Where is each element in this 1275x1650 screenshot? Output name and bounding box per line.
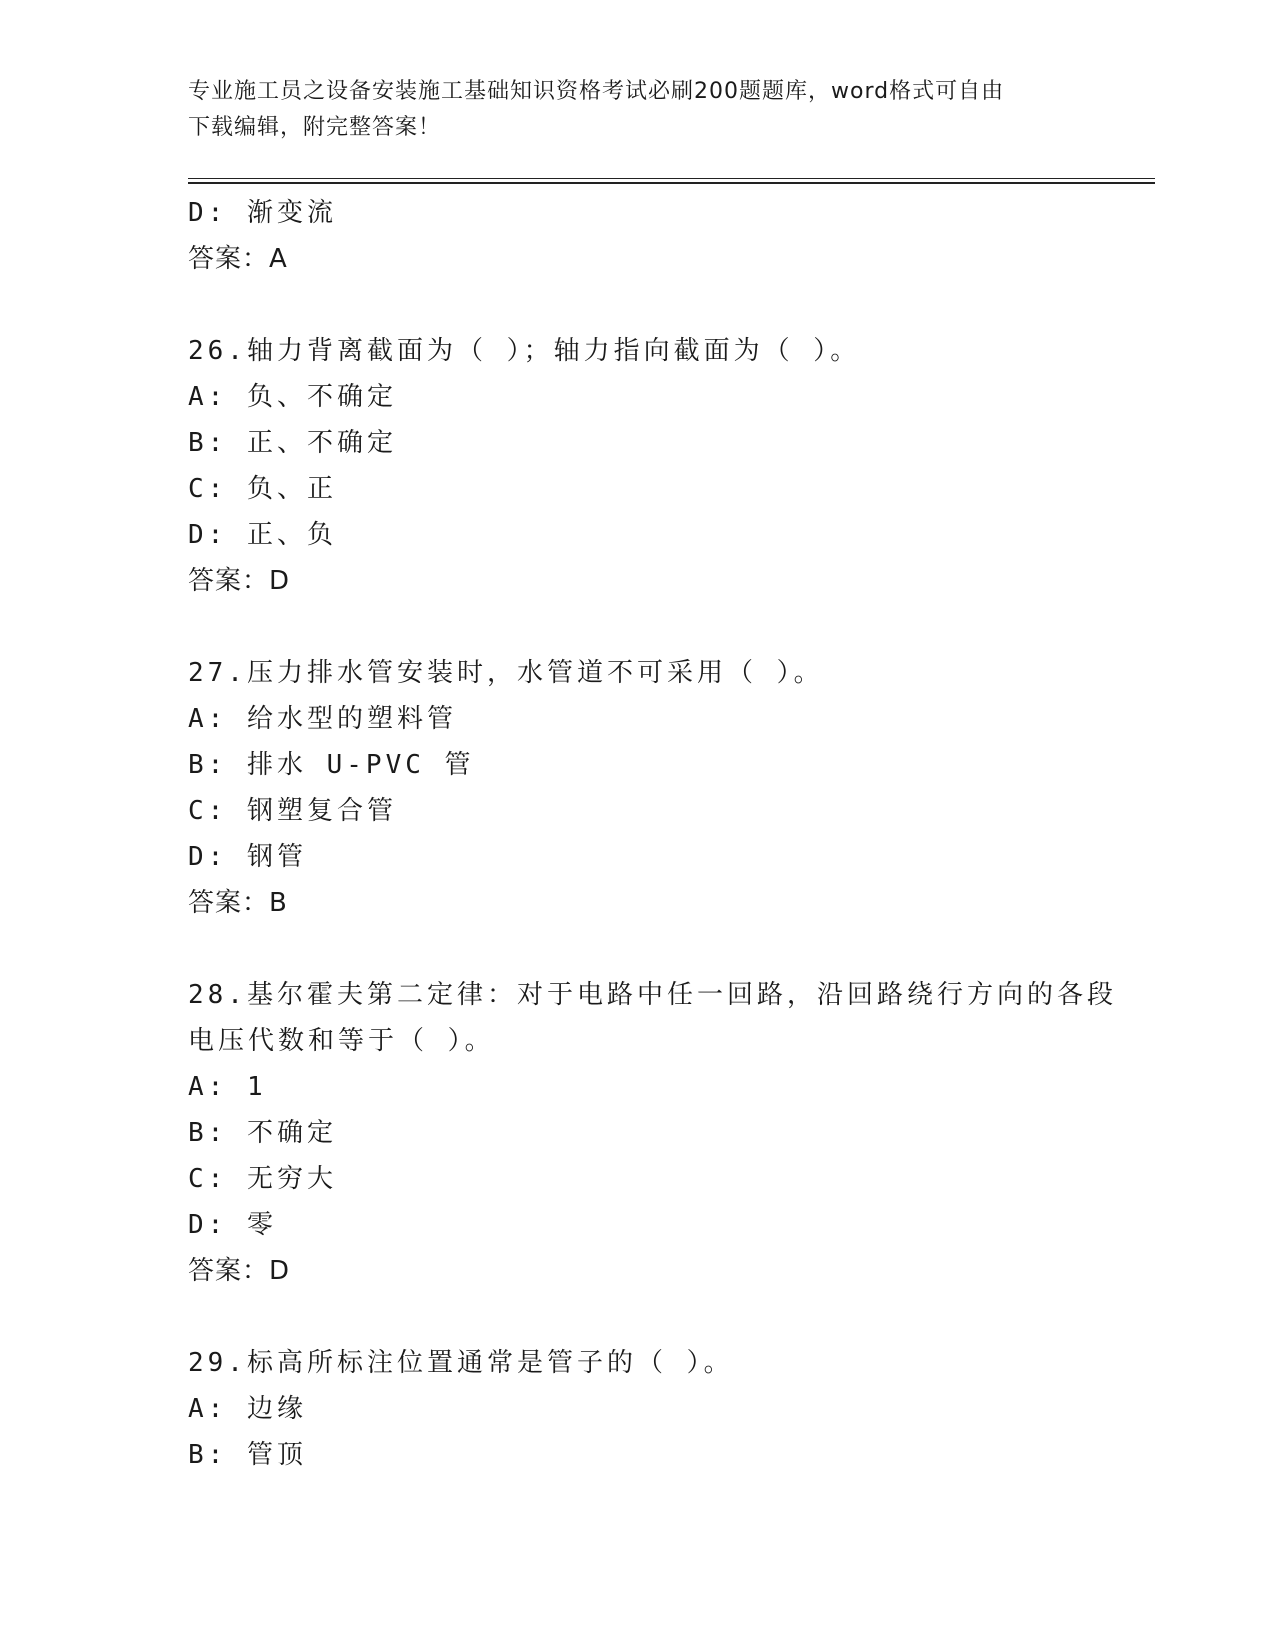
option-a: A: 给水型的塑料管 <box>188 704 457 734</box>
option-d: D: 渐变流 <box>188 198 337 228</box>
answer-line: 答案：D <box>188 1256 291 1286</box>
question-stem-line-2: 电压代数和等于（ ）。 <box>188 1026 495 1056</box>
option-c: C: 钢塑复合管 <box>188 796 397 826</box>
document-header <box>188 74 1088 146</box>
option-d: D: 正、负 <box>188 520 337 550</box>
option-b: B: 不确定 <box>188 1118 337 1148</box>
option-b: B: 管顶 <box>188 1440 307 1470</box>
header-line-1: 专业施工员之设备安装施工基础知识资格考试必刷200题题库，word格式可自由 <box>188 79 1005 104</box>
question-29 <box>188 1340 1108 1478</box>
header-divider-thin <box>188 178 1155 179</box>
question-stem: 26.轴力背离截面为（ ）；轴力指向截面为（ ）。 <box>188 336 861 366</box>
option-c: C: 负、正 <box>188 474 337 504</box>
option-a: A: 边缘 <box>188 1394 307 1424</box>
option-c: C: 无穷大 <box>188 1164 337 1194</box>
option-a: A: 负、不确定 <box>188 382 397 412</box>
header-divider-thick <box>188 182 1155 184</box>
question-stem: 27.压力排水管安装时，水管道不可采用（ ）。 <box>188 658 824 688</box>
option-d: D: 钢管 <box>188 842 307 872</box>
question-stem: 29.标高所标注位置通常是管子的（ ）。 <box>188 1348 734 1378</box>
option-b: B: 排水 U-PVC 管 <box>188 750 475 780</box>
option-b: B: 正、不确定 <box>188 428 397 458</box>
previous-question-tail <box>188 190 1108 282</box>
answer-line: 答案：D <box>188 566 291 596</box>
header-line-2: 下载编辑，附完整答案！ <box>188 115 442 140</box>
question-26 <box>188 328 1108 604</box>
option-d: D: 零 <box>188 1210 277 1240</box>
option-a: A: 1 <box>188 1072 267 1102</box>
answer-line: 答案：B <box>188 888 288 918</box>
question-28 <box>188 972 1117 1294</box>
answer-line: 答案：A <box>188 244 288 274</box>
question-stem-line-1: 28.基尔霍夫第二定律：对于电路中任一回路，沿回路绕行方向的各段 <box>188 980 1117 1010</box>
question-27 <box>188 650 1108 926</box>
question-list <box>188 190 1117 1478</box>
